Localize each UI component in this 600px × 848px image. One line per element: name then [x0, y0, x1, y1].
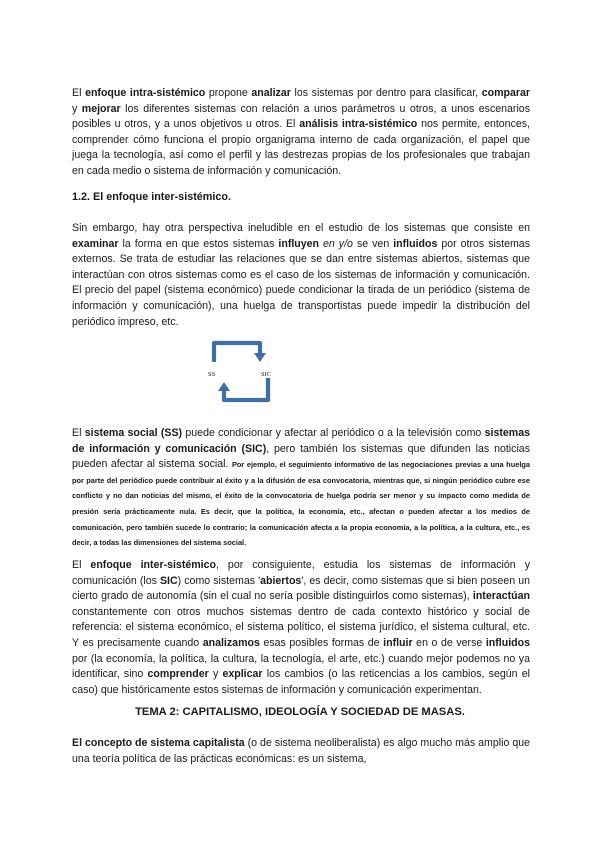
para4-run: y — [208, 668, 223, 681]
para1-run: enfoque intra-sistémico — [85, 87, 206, 99]
paragraph-inter-sistemico-intro — [72, 221, 530, 330]
para4-run: los cambios (o las reticencias a los cambios, según el caso) que históricamente estos sistemas de información y comunicación experimentan. — [72, 668, 530, 696]
para2-run: la forma en que estos sistemas — [118, 237, 279, 250]
para2-run: influidos — [393, 237, 438, 250]
para4-run: constantemente con otros muchos sistemas dentro de cada contexto histórico y social de referencia: el sistema económico, el sistema político, el sistema jurídico, el sistema cultural, etc. Y es precisamente cuando — [72, 605, 530, 649]
para4-run: , por consiguiente, estudia los sistemas de información y comunicación (los — [72, 559, 530, 587]
para4-run: explicar — [222, 668, 263, 681]
para4-run: comprender — [147, 668, 209, 681]
para3-run: puede condicionar y afectar al periódico o a la televisión como — [182, 427, 485, 439]
para1-run: El — [72, 87, 86, 99]
para1-run: los diferentes sistemas con relación a unos parámetros u otros, a unos escenarios posibles u otros, y a unos objetivos u otros. El — [72, 102, 530, 131]
para1-run: nos permite, entonces, comprender cómo funciona el propio organigrama interno de cada organización, el papel que juega la tecnología, así como el perfil y las destrezas propias de los profesionales que trabajan en cada medio o sistema de información y comunicación. — [72, 118, 531, 177]
para1-run: propone — [205, 87, 252, 99]
para4-run: abiertos — [260, 574, 302, 587]
para4-run: analizamos — [202, 636, 260, 649]
para4-run: por (la economía, la política, la cultura, la tecnología, el arte, etc.) cuando mejor podemos no ya identificar, sino — [72, 652, 530, 681]
cycle-arrows-icon — [204, 336, 284, 408]
para2-run: se ven — [352, 237, 394, 250]
para2-run: en y/o — [323, 237, 353, 250]
paragraph-sistema-capitalista — [72, 736, 530, 767]
para4-run: interactúan — [472, 590, 530, 603]
para3-run: , pero también los sistemas que difunden las noticias pueden afectar al sistema social. — [72, 442, 530, 471]
para5-run: (o de sistema neoliberalista) es algo mucho más amplio que una teoría política de las prácticas económicas: es un sistema, — [72, 737, 530, 765]
ss-label: SS — [208, 371, 216, 378]
para4-run: esas posibles formas de — [259, 636, 384, 649]
para4-run: influir — [383, 636, 413, 649]
ss-sic-cycle-diagram — [204, 336, 284, 408]
para4-run: enfoque inter-sistémico — [90, 559, 216, 571]
para1-run: comparar — [481, 87, 531, 99]
para1-run: análisis intra-sistémico — [299, 118, 418, 131]
para3-run: Por ejemplo, el seguimiento informativo de las negociaciones previas a una huelga por parte del periódico puede contribuir al éxito y a la difusión de esa convocatoria, mientras que, si ningún periódico cubre ese conflicto y no dan noticias del mismo, el éxito de la convocatoria de huelga podría ser menor y su impacto como medida de presión sería prácticamente nula. Es decir, que la política, la economía, etc., afectan o pueden afectar a los medios de comunicación, pero también sucede lo contrario; la comunicación afecta a la propia economía, a la política, a la cultura, etc., es decir, a todas las dimensiones del sistema social. — [72, 460, 530, 548]
para4-run: ) como sistemas ' — [177, 574, 261, 587]
section-heading-1-2: 1.2. El enfoque inter-sistémico. — [72, 191, 231, 203]
para1-run: y — [72, 102, 82, 115]
para2-run: examinar — [72, 237, 119, 250]
para4-run: SIC — [159, 574, 178, 587]
tema-2-title: TEMA 2: CAPITALISMO, IDEOLOGÍA Y SOCIEDAD DE MASAS. — [135, 706, 465, 718]
paragraph-enfoque-consiguiente — [72, 558, 530, 698]
para1-run: analizar — [251, 87, 291, 99]
para3-run: sistema social (SS) — [84, 427, 183, 439]
para5-run: El concepto de sistema capitalista — [72, 737, 245, 749]
para3-run: sistemas de información y comunicación (SIC) — [72, 427, 530, 455]
para1-run: los sistemas por dentro para clasificar, — [290, 87, 482, 99]
para4-run: en o de verse — [412, 636, 486, 649]
para4-run: ', es decir, como sistemas que si bien poseen un cierto grado de autonomía (sin el cual no sería posible distinguirlos como sistemas), — [72, 574, 530, 603]
para4-run: El — [72, 559, 91, 571]
para2-run: Sin embargo, hay otra perspectiva ineludible en el estudio de los sistemas que consiste en — [72, 222, 530, 234]
para2-run: influyen — [278, 237, 320, 250]
paragraph-intra-sistemico — [72, 86, 530, 180]
para2-run: por otros sistemas externos. Se trata de estudiar las relaciones que se dan entre sistemas abiertos, sistemas que interactúan con otros sistemas como es el caso de los sistemas de información y comunicación. El precio del papel (sistema económico) puede condicionar la tirada de un periódico (sistema de información y comunicación), una huelga de transportistas puede impedir la distribución del periódico impreso, etc. — [72, 237, 531, 328]
para4-run: influidos — [485, 636, 530, 649]
para1-run: mejorar — [81, 102, 121, 115]
paragraph-sistema-social — [72, 426, 530, 551]
sic-label: SIC — [261, 371, 272, 378]
para3-run: El — [72, 427, 85, 439]
